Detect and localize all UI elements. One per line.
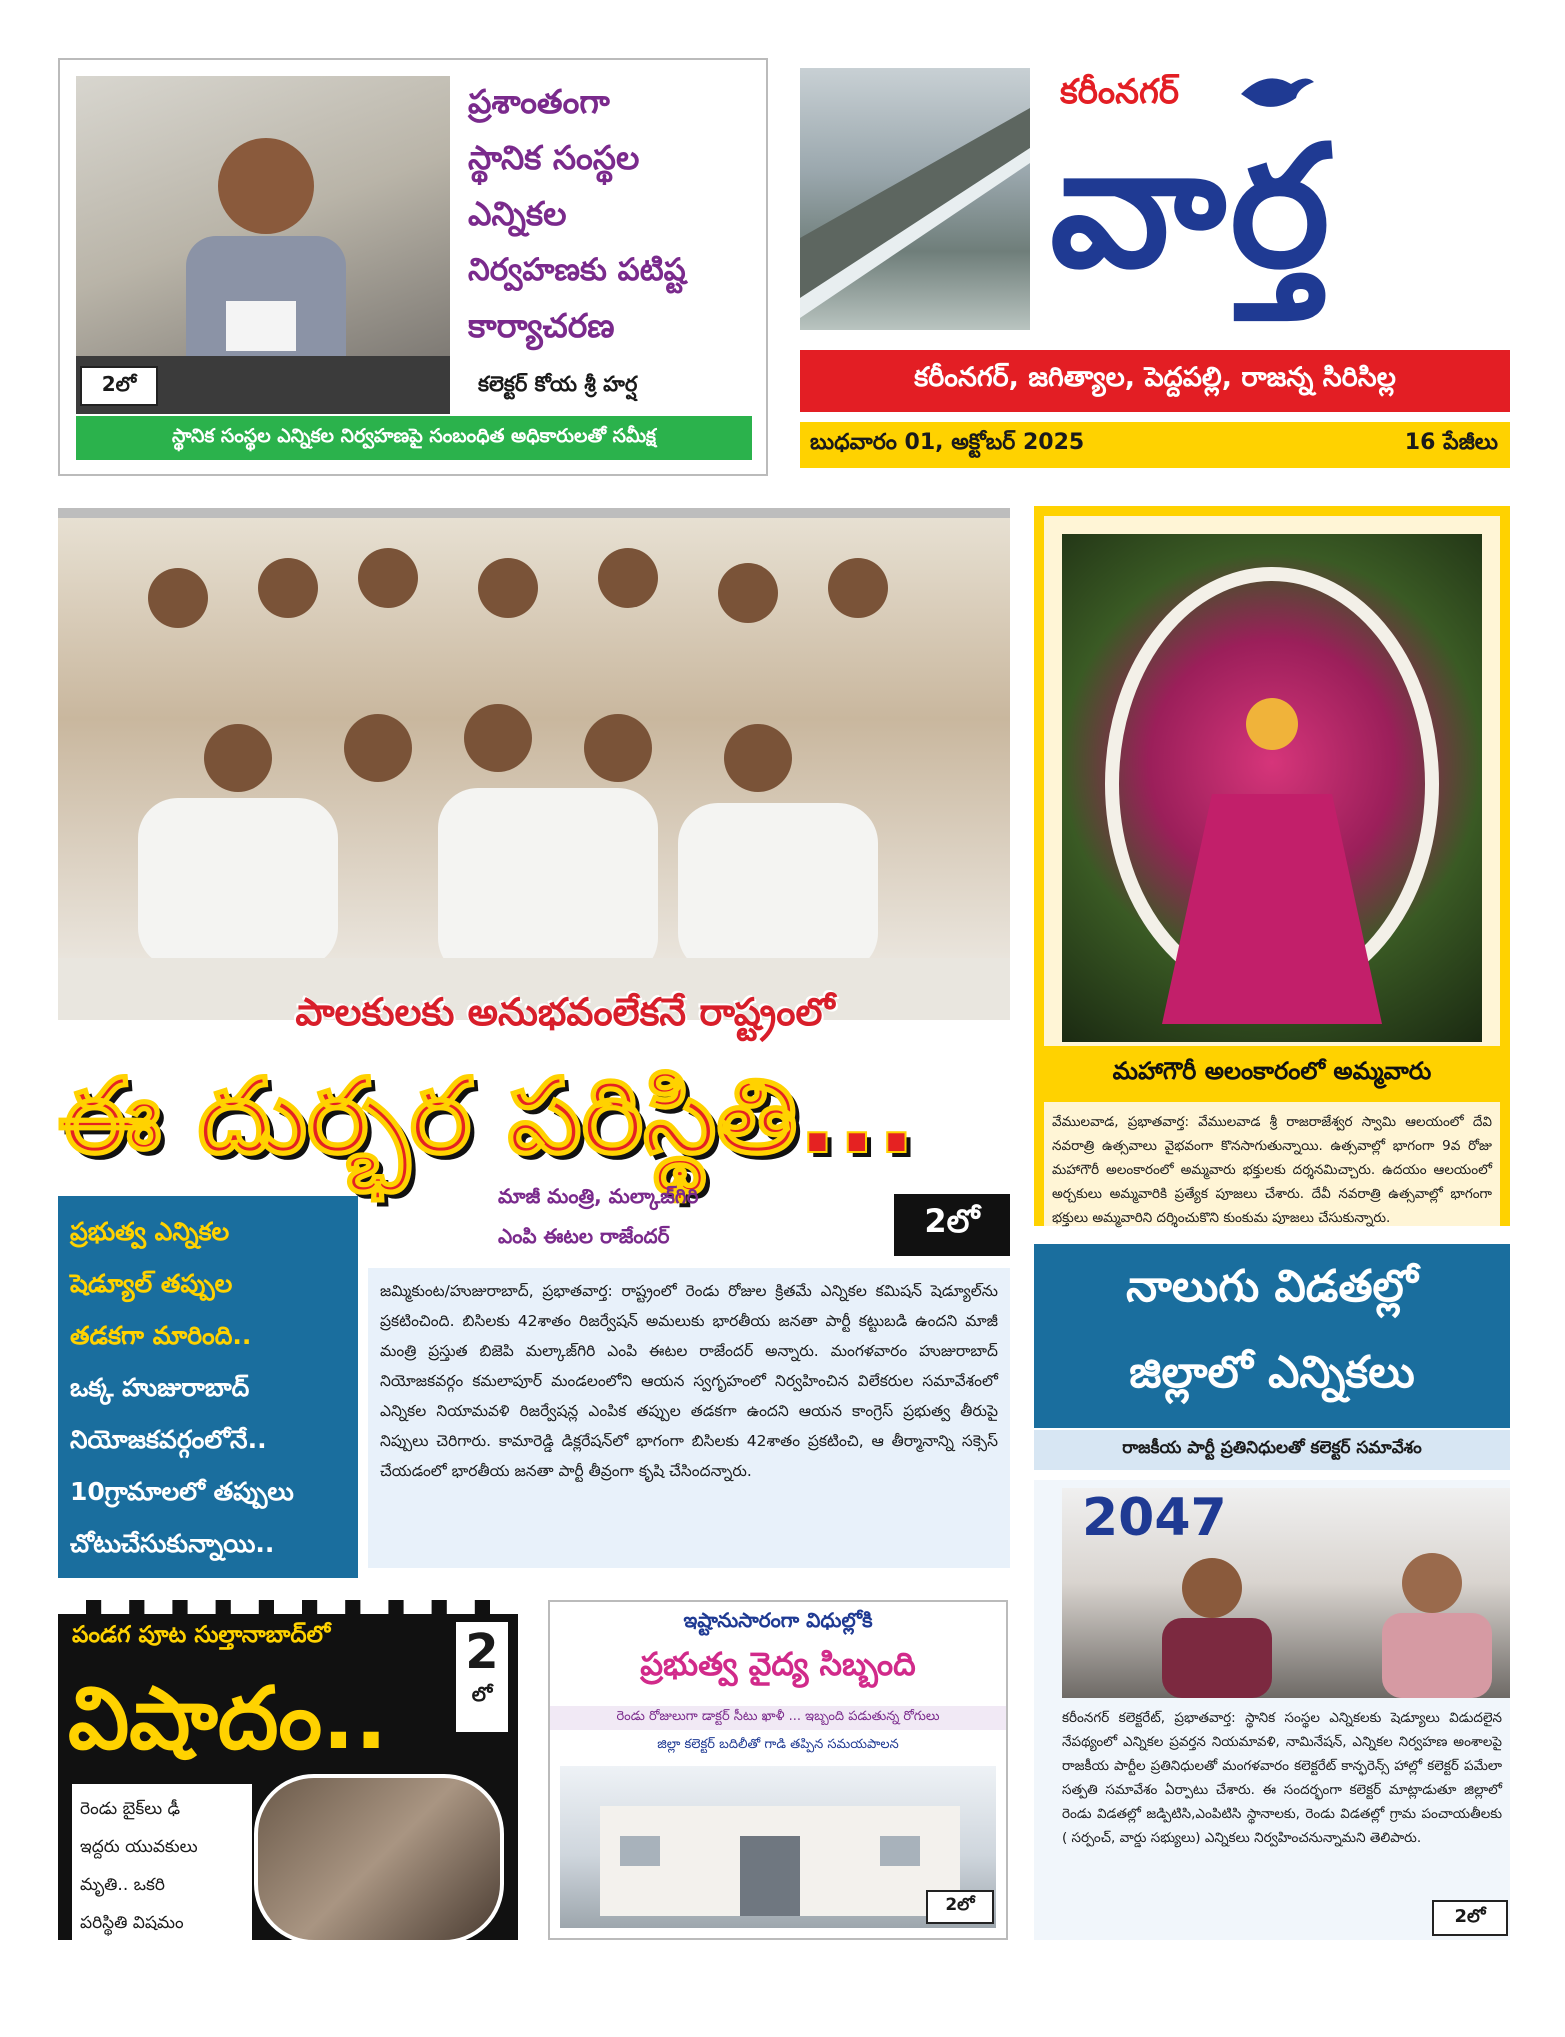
sultanabad-kicker: పండగ పూట సుల్తానాబాద్‌లో [72,1622,331,1648]
doctors-kicker: ఇష్టానుసారంగా విధుల్లోకి [683,1608,873,1632]
sultanabad-page-ref [456,1622,508,1732]
doctors-line-2: జిల్లా కలెక్టర్ బదిలీతో గాడి తప్పిన సమయపాలన [657,1737,899,1752]
dam-photo [800,68,1030,330]
top-byline: కలెక్టర్ కోయ శ్రీ హర్ష [478,372,638,396]
summary-line: పరిస్థితి విషమం [80,1913,184,1933]
temple-caption: మహాగౌరీ అలంకారంలో అమ్మవారు [1034,1046,1510,1102]
elections-headline-2: జిల్లాలో ఎన్నికలు [1129,1347,1415,1398]
sidebar-line: చోటుచేసుకున్నాయి.. [70,1529,275,1558]
summary-line: మృతి.. ఒకరి [80,1875,166,1895]
sidebar-line: ఒక్క హుజురాబాద్ [70,1373,250,1402]
page-ref-number: 2 [465,1624,499,1680]
collector-photo [76,76,450,414]
sidebar-line: షెడ్యూల్ తప్పుల [70,1269,233,1298]
sultanabad-headline: విషాదం.. [68,1669,388,1769]
meeting-banner-text: 2047 [1082,1488,1227,1548]
lead-byline-2: ఎంపి ఈటల రాజేందర్ [498,1224,670,1248]
masthead-districts: కరీంనగర్, జగిత్యాల, పెద్దపల్లి, రాజన్న సిరిసిల్ల [800,350,1510,412]
top-headline-line: నిర్వహణకు పటిష్ట [468,252,686,288]
masthead [800,58,1510,474]
top-headline-line: ప్రశాంతంగా [468,82,610,121]
elections-body: కరీంనగర్ కలెక్టరేట్, ప్రభాతవార్త: స్థానిక సంస్థల ఎన్నికలకు షెడ్యూలు విడుదలైన నేపథ్యంలో ఎన్నికల ప్రవర్తన నియమావళి, నామినేషన్, ఎన్నికల నిర్వహణ అంశాలపై రాజకీయ పార్టీల ప్రతినిధులతో మంగళవారం కలెక్టరేట్ కాన్ఫరెన్స్ హాల్లో కలెక్టర్ పమేలా సత్పతి సమావేశం ఏర్పాటు చేశారు. ఈ సందర్భంగా కలెక్టర్ మాట్లాడుతూ జిల్లాలో రెండు విడతల్లో జడ్పిటిసి,ఎంపిటిసి స్థానాలకు, రెండు విడతల్లో గ్రామ పంచాయతీలకు ( సర్పంచ్, వార్డు సభ్యులు) ఎన్నికలు నిర్వహించనున్నామని తెలిపారు. [1062,1710,1502,1846]
top-headline-line: ఎన్నికల [468,194,567,233]
sultanabad-summary [72,1784,252,1944]
doctors-page-ref: 2లో [926,1890,994,1924]
elections-page-ref: 2లో [1432,1900,1508,1936]
page-ref-badge: 2లో [80,366,158,406]
summary-line: ఇద్దరు యువకులు [80,1837,198,1857]
press-meet-photo [58,518,1010,1020]
issue-date: బుధవారం 01, అక్టోబర్ 2025 [810,430,1085,455]
sidebar-line: ప్రభుత్వ ఎన్నికల [70,1217,230,1246]
collector-illustration [76,76,450,414]
lead-body: జమ్మికుంట/హుజురాబాద్, ప్రభాతవార్త: రాష్ట్రంలో రెండు రోజుల క్రితమే ఎన్నికల కమిషన్ షెడ్యూల్‌ను ప్రకటించింది. బిసిలకు 42శాతం రిజర్వేషన్ అమలుకు భారతీయ జనతా పార్టీ కట్టుబడి ఉందని మాజీ మంత్రి ప్రస్తుత బిజెపి మల్కాజ్‌గిరి ఎంపి ఈటల రాజేందర్ అన్నారు. మంగళవారం హుజురాబాద్ నియోజకవర్గం కమలాపూర్ మండలంలోని ఆయన స్వగృహంలో నిర్వహించిన విలేకరుల సమావేశంలో ఎన్నికల నియామవళి రిజర్వేషన్ల ఎంపిక తప్పుల తడకగా ఉందని ఆయన కాంగ్రెస్ ప్రభుత్వ తీరుపై నిప్పులు చెరిగారు. కామారెడ్డి డిక్లరేషన్‌లో భాగంగా బిసిలకు 42శాతం ప్రకటించి, ఆ తీర్మానాన్ని సక్సెస్ చేయడంలో భారతీయ జనతా పార్టీ తీవ్రంగా కృషి చేసిందన్నారు. [368,1268,1010,1568]
elections-header [1034,1244,1510,1428]
temple-box [1034,506,1510,1226]
lead-headline: ఈ దుర్భర పరిస్థితి... [58,1055,917,1177]
doctors-line-1: రెండు రోజులుగా డాక్టర్ సీటు ఖాళీ ... ఇబ్బంది పడుతున్న రోగులు [550,1706,1006,1730]
elections-subhead: రాజకీయ పార్టీ ప్రతినిధులతో కలెక్టర్ సమావేశం [1034,1430,1510,1470]
collector-meeting-photo [1062,1488,1510,1698]
summary-line: రెండు బైక్‌లు ఢీ [80,1799,181,1819]
sidebar-line: 10గ్రామాలలో తప్పులు [70,1477,294,1506]
goddess-illustration [1062,534,1482,1042]
page-ref-suffix: లో [471,1682,493,1706]
top-headline [468,74,768,354]
sidebar-line: తడకగా మారింది.. [70,1321,252,1350]
masthead-dateline [800,422,1510,468]
top-footer-strip: స్థానిక సంస్థల ఎన్నికల నిర్వహణపై సంబంధిత అధికారులతో సమీక్ష [76,416,752,460]
press-meet-illustration [58,518,1010,1020]
masthead-title: వార్త [1050,109,1334,305]
top-story-box [58,58,768,476]
lead-sidebar [58,1196,358,1578]
doctors-box [548,1600,1008,1940]
elections-box [1034,1480,1510,1940]
top-headline-line: స్థానిక సంస్థల [468,138,640,177]
lead-kicker: పాలకులకు అనుభవంలేకనే రాష్ట్రంలో [295,990,835,1034]
elections-headline-1: నాలుగు విడతల్లో [1126,1261,1418,1312]
dam-illustration [800,68,1030,330]
masthead-city: కరీంనగర్ [1060,72,1179,112]
goddess-photo [1062,534,1482,1042]
sultanabad-box [58,1600,518,1940]
lead-byline-1: మాజీ మంత్రి, మల్కాజ్‌గిరి [498,1184,699,1208]
lead-page-ref: 2లో [894,1194,1010,1256]
lead-photo-frame [58,508,1010,1020]
sidebar-line: నియోజకవర్గంలోనే.. [70,1425,267,1454]
accident-photo [254,1774,504,1944]
doctors-headline: ప్రభుత్వ వైద్య సిబ్బంది [640,1645,916,1683]
page-count: 16 పేజీలు [1404,430,1498,455]
top-headline-line: కార్యాచరణ [468,306,615,345]
temple-body: వేములవాడ, ప్రభాతవార్త: వేములవాడ శ్రీ రాజరాజేశ్వర స్వామి ఆలయంలో దేవి నవరాత్రి ఉత్సవాలు వైభవంగా కొనసాగుతున్నాయి. ఉత్సవాల్లో భాగంగా 9వ రోజు మహాగౌరీ అలంకారంలో అమ్మవారు భక్తులకు దర్శనమిచ్చారు. ఉదయం ఆలయంలో అర్చకులు అమ్మవారికి ప్రత్యేక పూజలు చేశారు. దేవీ నవరాత్రి ఉత్సవాల్లో భాగంగా భక్తులు అమ్మవారిని దర్శించుకొని కుంకుమ పూజలు చేసుకున్నారు. [1052,1114,1492,1226]
